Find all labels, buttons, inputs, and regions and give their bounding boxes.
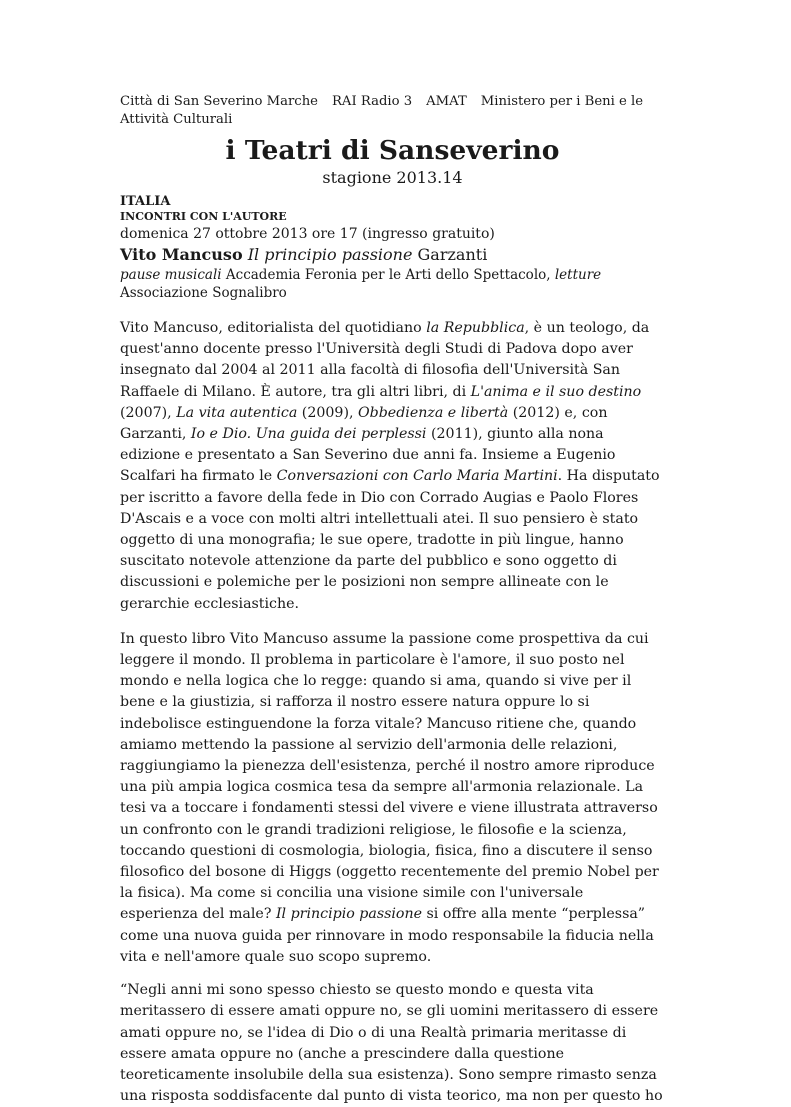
bio-text: (2011), giunto alla nona edizione e presentato a San Severino due anni fa. Insieme a Eugenio Scalfari ha firmato le: [120, 426, 616, 485]
sponsor-amat: AMAT: [426, 94, 467, 109]
bio-book: Conversazioni con Carlo Maria Martini: [276, 468, 558, 485]
bio-text: (2007),: [120, 404, 177, 421]
bio-book: Obbedienza e libertà: [358, 404, 509, 421]
event-date: domenica 27 ottobre 2013 ore 17 (ingresso gratuito): [120, 226, 495, 242]
bio-book: La vita autentica: [176, 404, 298, 421]
quote-paragraph: “Negli anni mi sono spesso chiesto se questo mondo e questa vita meritassero di essere amati oppure no, se gli uomini meritassero di essere amati oppure no, se l'idea di Dio o di una Realtà primaria meritasse di essere amata oppure no (anche a prescindere dalla questione teoreticamente insolubile della sua esistenza). Sono sempre rimasto senza una risposta soddisfacente dal punto di vista teorico, ma non per questo ho: [120, 982, 663, 1105]
series-heading: INCONTRI CON L'AUTORE: [120, 210, 287, 223]
section-heading: ITALIA: [120, 194, 171, 209]
music-text: Accademia Feronia per le Arti dello Spettacolo,: [225, 267, 551, 283]
sponsor-ministry: Ministero per i Beni e le Attività Culturali: [120, 94, 644, 127]
bio-text: (2012) e, con Garzanti,: [120, 404, 608, 443]
book-description-paragraph: [120, 629, 665, 968]
season-subtitle: stagione 2013.14: [322, 168, 463, 187]
description-text: In questo libro Vito Mancuso assume la passione come prospettiva da cui leggere il mondo. Il problema in particolare è l'amore, il suo posto nel mondo e nella logica che lo regge: quando si ama, quando si vive per il bene e la giustizia, si rafforza il nostro essere natura oppure lo si indebolisce estinguendone la forza vitale? Mancuso ritiene che, quando amiamo mettendo la passione al servizio dell'armonia delle relazioni, raggiungiamo la pienezza dell'esistenza, perché il nostro amore riproduce una più ampia logica cosmica tesa da sempre all'armonia relazionale. La tesi va a toccare i fondamenti stessi del vivere e viene illustrata attraverso un confronto con le grandi tradizioni religiose, le filosofie e la scienza, toccando questioni di cosmologia, biologia, fisica, fino a discutere il senso filosofico del bosone di Higgs (oggetto recentemente del premio Nobel per la fisica). Ma come si concilia una visione simile con l'universale esperienza del male?: [120, 630, 659, 923]
bio-text: . Ha disputato per iscritto a favore della fede in Dio con Corrado Augias e Paolo Flores D'Ascais e a voce con molti altri intellettuali atei. Il suo pensiero è stato oggetto di una monografia; le sue opere, tradotte in più lingue, hanno suscitato notevole attenzione da parte del pubblico e sono oggetto di discussioni e polemiche per le posizioni non sempre allineate con le gerarchie ecclesiastiche.: [120, 468, 660, 612]
sponsor-city: Città di San Severino Marche: [120, 94, 318, 109]
publisher: Garzanti: [417, 245, 488, 264]
music-label: pause musicali: [120, 267, 222, 283]
author-name: Vito Mancuso: [120, 245, 243, 264]
sponsor-rai: RAI Radio 3: [332, 94, 413, 109]
bio-newspaper: la Repubblica: [426, 320, 525, 336]
reading-text: Associazione Sognalibro: [120, 285, 287, 301]
bio-book: L'anima e il suo destino: [470, 383, 642, 400]
description-book-title: Il principio passione: [275, 906, 423, 923]
page-title: i Teatri di Sanseverino: [225, 135, 560, 166]
bio-text: Vito Mancuso, editorialista del quotidiano: [120, 320, 427, 336]
book-title: Il principio passione: [247, 245, 413, 264]
reading-label: letture: [554, 267, 602, 283]
description-text: si offre alla mente “perplessa” come una nuova guida per rinnovare in modo responsabile la fiducia nella vita e nell'amore quale suo scopo supremo.: [120, 906, 654, 965]
bio-text: , è un teologo, da quest'anno docente presso l'Università degli Studi di Padova dopo aver insegnato dal 2004 al 2011 alla facoltà di filosofia dell'Università San Raffaele di Milano. È autore, tra gli altri libri, di: [120, 320, 650, 400]
document-page: [120, 93, 665, 1107]
book-heading: [120, 244, 665, 266]
sponsor-list: [120, 93, 665, 129]
bio-book: Io e Dio. Una guida dei perplessi: [190, 426, 427, 443]
event-notes: [120, 266, 665, 302]
bio-text: (2009),: [297, 404, 359, 421]
author-bio-paragraph: [120, 318, 665, 615]
